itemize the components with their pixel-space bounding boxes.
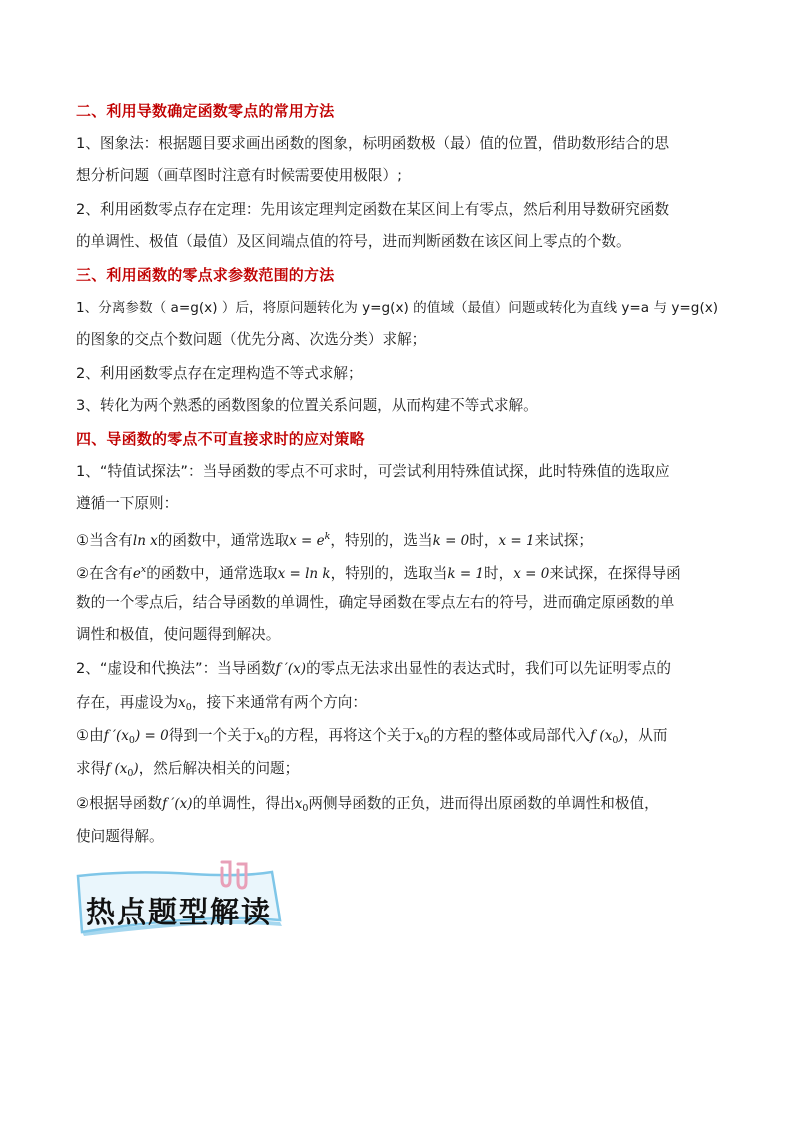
math-k-eq-1: k = 1 <box>447 566 485 582</box>
section-heading-3: 三、利用函数的零点求参数范围的方法 <box>76 266 335 284</box>
section4-item2-line2: 存在，再虚设为$x_0$，接下来通常有两个方向： <box>76 694 367 713</box>
direction2-line1: ②根据导函数f ′(x)的单调性，得出$x_0$两侧导函数的正负，进而得出原函数的单调性和极值， <box>76 795 659 814</box>
math-x-eq-1: x = 1 <box>498 533 535 549</box>
math-x-eq-e-k: $x = e^k$ <box>289 531 331 549</box>
section4-item1-line1: 1、“特值试探法”：当导函数的零点不可求时，可尝试利用特殊值试探，此时特殊值的选取应 <box>76 463 670 480</box>
section2-item1-line2: 想分析问题（画草图时注意有时候需要使用极限）; <box>76 167 402 184</box>
math-f-prime-x: f ′(x) <box>275 661 307 677</box>
direction2-line2: 使问题得解。 <box>76 828 164 845</box>
rule2-line3: 调性和极值，使问题得到解决。 <box>76 626 281 643</box>
section3-item3: 3、转化为两个熟悉的函数图象的位置关系问题，从而构建不等式求解。 <box>76 397 538 414</box>
section3-item1-line1: 1、分离参数（ a=g(x) ）后，将原问题转化为 y=g(x) 的值域（最值）问题或转化为直线 y=a 与 y=g(x) <box>76 300 719 316</box>
math-x-eq-ln-k: x = ln k <box>277 566 331 582</box>
badge-label: 热点题型解读 <box>86 895 273 929</box>
math-f-prime-x: f ′(x) <box>162 796 193 812</box>
rule2-line1: ②在含有$e^x$的函数中，通常选取x = ln k，特别的，选取当k = 1时，x = 0来试探，在探得导函 <box>76 564 681 582</box>
section2-item1-line1: 1、图象法：根据题目要求画出函数的图象，标明函数极（最）值的位置，借助数形结合的思 <box>76 135 670 152</box>
math-x0: $x_0$ <box>178 695 192 713</box>
math-x0: $x_0$ <box>415 728 430 746</box>
math-ln-x: ln x <box>132 533 158 549</box>
math-x0: $x_0$ <box>256 728 270 746</box>
section4-item2-line1: 2、“虚设和代换法”：当导函数f ′(x)的零点无法求出显性的表达式时，我们可以先证明零点的 <box>76 660 671 677</box>
rule2-line2: 数的一个零点后，结合导函数的单调性，确定导函数在零点左右的符号，进而确定原函数的单 <box>76 594 675 611</box>
section4-item1-line2: 遵循一下原则： <box>76 495 179 512</box>
section3-item1-line2: 的图象的交点个数问题（优先分离、次选分类）求解； <box>76 331 427 348</box>
math-f-x0: f $(x_0)$ <box>590 728 624 746</box>
section-heading-2: 二、利用导数确定函数零点的常用方法 <box>76 102 335 120</box>
direction1-line2: 求得f $(x_0)$，然后解决相关的问题； <box>76 760 300 779</box>
section2-item2-line1: 2、利用函数零点存在定理：先用该定理判定函数在某区间上有零点，然后利用导数研究函数 <box>76 201 670 218</box>
section3-item2: 2、利用函数零点存在定理构造不等式求解； <box>76 365 363 382</box>
section2-item2-line2: 的单调性、极值（最值）及区间端点值的符号，进而判断函数在该区间上零点的个数。 <box>76 233 631 250</box>
math-e-x: $e^x$ <box>132 564 147 582</box>
math-x-eq-0: x = 0 <box>513 566 550 582</box>
direction1-line1: ①由f $'(x_0) = 0$得到一个关于$x_0$的方程，再将这个关于$x_0$的方程的整体或局部代入f $(x_0)$，从而 <box>76 727 668 746</box>
rule1-line: ①当含有ln x的函数中，通常选取$x = e^k$，特别的，选当k = 0时，x = 1来试探； <box>76 531 593 549</box>
math-k-eq-0: k = 0 <box>432 533 470 549</box>
math-f-x0: f $(x_0)$ <box>105 761 139 779</box>
math-x0: $x_0$ <box>294 796 309 814</box>
math-f-prime-x0-eq-0: f $'(x_0) = 0$ <box>103 728 169 746</box>
section-heading-4: 四、导函数的零点不可直接求时的应对策略 <box>76 430 365 448</box>
